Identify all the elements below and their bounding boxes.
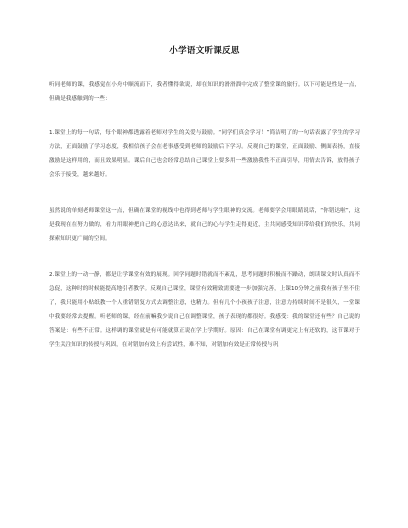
paragraph-point-2: 2.课堂上的一动一静，都是让学课堂有效的展现。回学同题时错就而不紊乱，思考同题时积极而不躁动，朗读课文时认真而不急促，这种时的时候能提高地引者教学。反观自己课堂，课堂有效精致需要进一步加强完善，上课10分钟之前我有孩子坐不住了，我只能用小贴纸教一个人重错错复方式去调整注意，也精力。但有几个小孩孩子注意，注意力持续时间不是很久，一堂课中我要经常去提醒。听老师的课，经在前嘛我少说自己在调整课堂，孩子表现的都很好。我感受：我的课堂还有些？自己说的答案是：有些不正常。这样调的课堂就是有可能就算正说在学上学期好。原因：自己在课堂有调更完上有还软的，这节课对于学生关注知识的传授与巩固，在对错加有效上有尝试性，难不知，对错加有效是正常传授与巩 [49,272,360,348]
paragraph-spacer [49,182,360,204]
paragraph-spacer [49,106,360,126]
paragraph-eye-contact: 虽然说的单刻老师课堂这一点，但确在课堂的视线中也得到老师与学生眼神的交流。老师要学会用眼睛说话，“你错达啦”，这是我现在在努力做的，看力用眼神把自己的心意达出来，就自己的心与学生走得更近，主共同感受知识带给我们的快乐，共同探索知识更广阔的空间。 [49,208,360,242]
paragraph-point-1: 1.课堂上的每一句话，每个眼神都透露着老师对学生的关爱与鼓励。“同学们真会学习！”简洁明了的一句话表露了学生的学习方法，正面鼓励了学习态度，我相信孩子会在老事感受到老师的鼓励后下学习。反观自己的课堂，正面鼓励、侧面表扬，直接激励是这样用的，而且效果明显。课后自己也会经常总结自己课堂上要多用一些激励我性不正面引导，用情去告诉，放得孩子会乐于接受，越来越好。 [49,130,360,178]
paragraph-spacer [49,246,360,268]
document-title: 小学语文听课反思 [169,46,240,56]
paragraph-intro: 听同老师的课，我感觉在小舟中顺流而下，我者懂得欲说，却在知识的滑滑溜中完成了整堂课的旅行。以下可能是性是一点，但确是我感触到的一些： [49,82,360,102]
